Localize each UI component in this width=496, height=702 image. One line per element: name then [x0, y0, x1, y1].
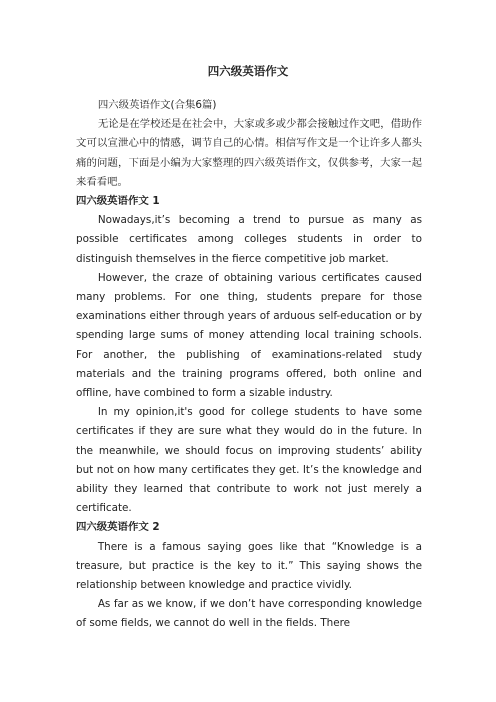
- section-heading-2: 四六级英语作文 2: [76, 521, 160, 534]
- paragraph: There is a famous saying goes like that “Knowledge is a treasure, but practice is the key to it.” This saying shows the relationship between knowledge and practice vividly.: [76, 540, 422, 592]
- paragraph: As far as we know, if we don’t have corresponding knowledge of some fields, we cannot do well in the fields. There: [76, 598, 422, 630]
- paragraph: However, the craze of obtaining various certificates caused many problems. For one thing, students prepare for those examinations either through years of arduous self-education or by spending large sums of money attending local training schools. For another, the publishing of examinations-related study materials and the training programs offered, both online and offline, have combined to form a sizable industry.: [76, 271, 422, 400]
- paragraph: In my opinion,it's good for college students to have some certificates if they are sure what they would do in the future. In the meanwhile, we should focus on improving students’ ability but not on how many certificates they get. It’s the knowledge and ability they learned that contribute to work not just merely a certificate.: [76, 406, 422, 515]
- paragraph: Nowadays,it’s becoming a trend to pursue as many as possible certificates among colleges students in order to distinguish themselves in the fierce competitive job market.: [76, 214, 422, 265]
- section-heading-1: 四六级英语作文 1: [76, 195, 160, 208]
- document-subtitle: 四六级英语作文(合集6篇): [97, 99, 217, 111]
- page-title: 四六级英语作文: [207, 64, 289, 78]
- document-body: [76, 96, 422, 634]
- intro-paragraph: 无论是在学校还是在社会中，大家或多或少都会接触过作文吧，借助作文可以宣泄心中的情感，调节自己的心情。相信写作文是一个让许多人都头痛的问题，下面是小编为大家整理的四六级英语作文，仅供参考，大家一起来看看吧。: [76, 118, 422, 188]
